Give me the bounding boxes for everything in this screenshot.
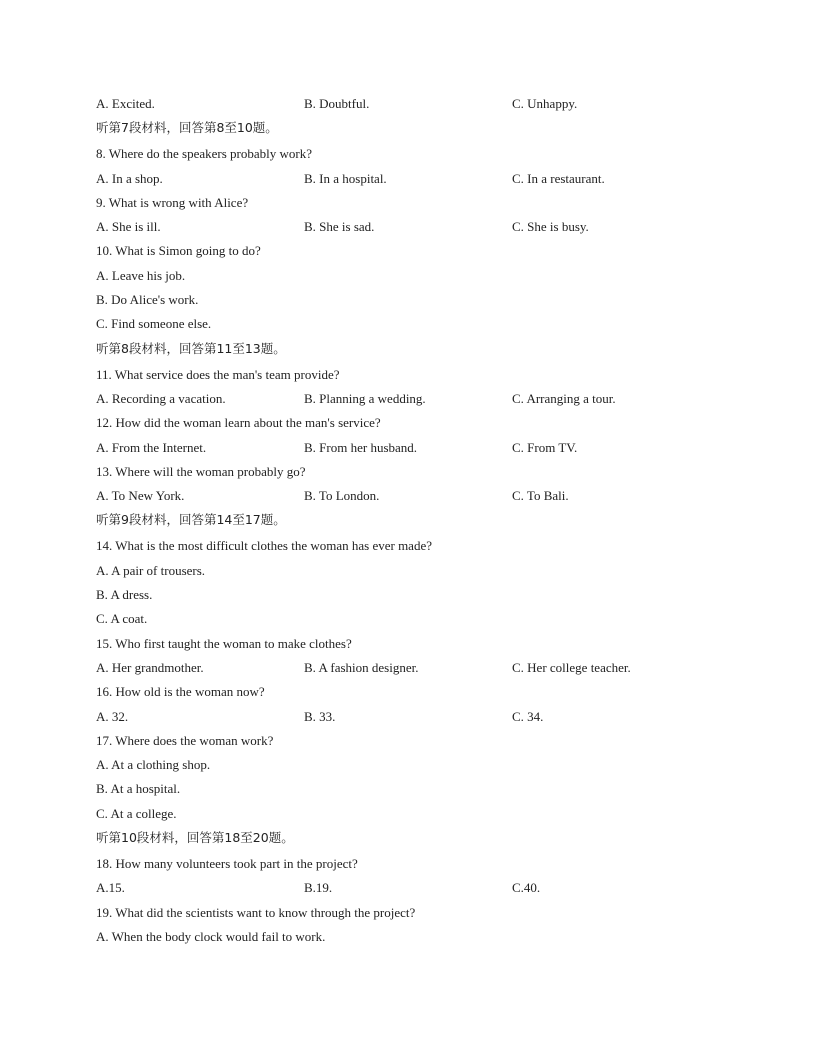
option-c: C. Arranging a tour. <box>512 390 616 406</box>
option-b: B. She is sad. <box>304 219 375 235</box>
question-text: 17. Where does the woman work? <box>96 732 274 748</box>
option-a: A. She is ill. <box>96 219 161 235</box>
option-a: A. Excited. <box>96 96 155 111</box>
option-a: A. To New York. <box>96 488 185 504</box>
question-text: 11. What service does the man's team provide? <box>96 366 340 382</box>
option-b: B. Planning a wedding. <box>304 390 426 406</box>
option-b: B.19. <box>304 880 333 896</box>
option-row <box>96 879 736 903</box>
option-row <box>96 659 736 683</box>
option-row <box>96 439 736 463</box>
option-line: C. At a college. <box>96 805 177 821</box>
option-a: A. Recording a vacation. <box>96 390 226 406</box>
option-c: C. To Bali. <box>512 488 569 504</box>
option-b: B. A fashion designer. <box>304 659 419 675</box>
option-row <box>96 95 736 119</box>
section-heading: 听第9段材料，回答第14至17题。 <box>96 512 286 528</box>
option-b: B. From her husband. <box>304 439 418 455</box>
question-text: 19. What did the scientists want to know through the project? <box>96 904 416 920</box>
option-b: B. 33. <box>304 708 336 724</box>
option-a: A. 32. <box>96 708 129 724</box>
option-row <box>96 390 736 414</box>
option-a: A. Her grandmother. <box>96 659 204 675</box>
document-page <box>96 95 736 952</box>
option-a: A. In a shop. <box>96 170 163 186</box>
option-row <box>96 708 736 732</box>
option-c: C.40. <box>512 880 541 896</box>
option-c: C. 34. <box>512 708 544 724</box>
question-text: 12. How did the woman learn about the man's service? <box>96 415 381 431</box>
option-c: C. In a restaurant. <box>512 170 605 186</box>
option-a: A. From the Internet. <box>96 439 207 455</box>
option-line: B. At a hospital. <box>96 781 181 797</box>
option-c: C. Her college teacher. <box>512 659 631 675</box>
section-heading: 听第8段材料，回答第11至13题。 <box>96 340 286 356</box>
question-text: 8. Where do the speakers probably work? <box>96 146 312 162</box>
option-a: A.15. <box>96 880 125 896</box>
question-text: 14. What is the most difficult clothes the woman has ever made? <box>96 538 432 554</box>
option-line: A. At a clothing shop. <box>96 757 211 773</box>
question-text: 9. What is wrong with Alice? <box>96 194 249 210</box>
option-c: C. Unhappy. <box>512 96 578 111</box>
section-heading: 听第7段材料，回答第8至10题。 <box>96 120 278 136</box>
option-row <box>96 170 736 194</box>
option-c: C. She is busy. <box>512 219 589 235</box>
section-heading: 听第10段材料，回答第18至20题。 <box>96 830 294 846</box>
option-row <box>96 487 736 511</box>
question-text: 15. Who first taught the woman to make clothes? <box>96 635 352 651</box>
question-text: 16. How old is the woman now? <box>96 684 265 700</box>
question-text: 10. What is Simon going to do? <box>96 243 261 259</box>
option-line: C. A coat. <box>96 611 148 627</box>
option-row <box>96 218 736 242</box>
option-line: B. Do Alice's work. <box>96 292 199 308</box>
option-line: B. A dress. <box>96 587 153 603</box>
option-line: A. A pair of trousers. <box>96 562 206 578</box>
option-c: C. From TV. <box>512 439 578 455</box>
option-b: B. To London. <box>304 488 380 504</box>
option-b: B. In a hospital. <box>304 170 387 186</box>
option-line: A. Leave his job. <box>96 267 186 283</box>
option-line: C. Find someone else. <box>96 316 212 332</box>
option-line: A. When the body clock would fail to work. <box>96 928 326 944</box>
option-b: B. Doubtful. <box>304 96 370 111</box>
question-text: 13. Where will the woman probably go? <box>96 463 306 479</box>
question-text: 18. How many volunteers took part in the project? <box>96 856 358 872</box>
